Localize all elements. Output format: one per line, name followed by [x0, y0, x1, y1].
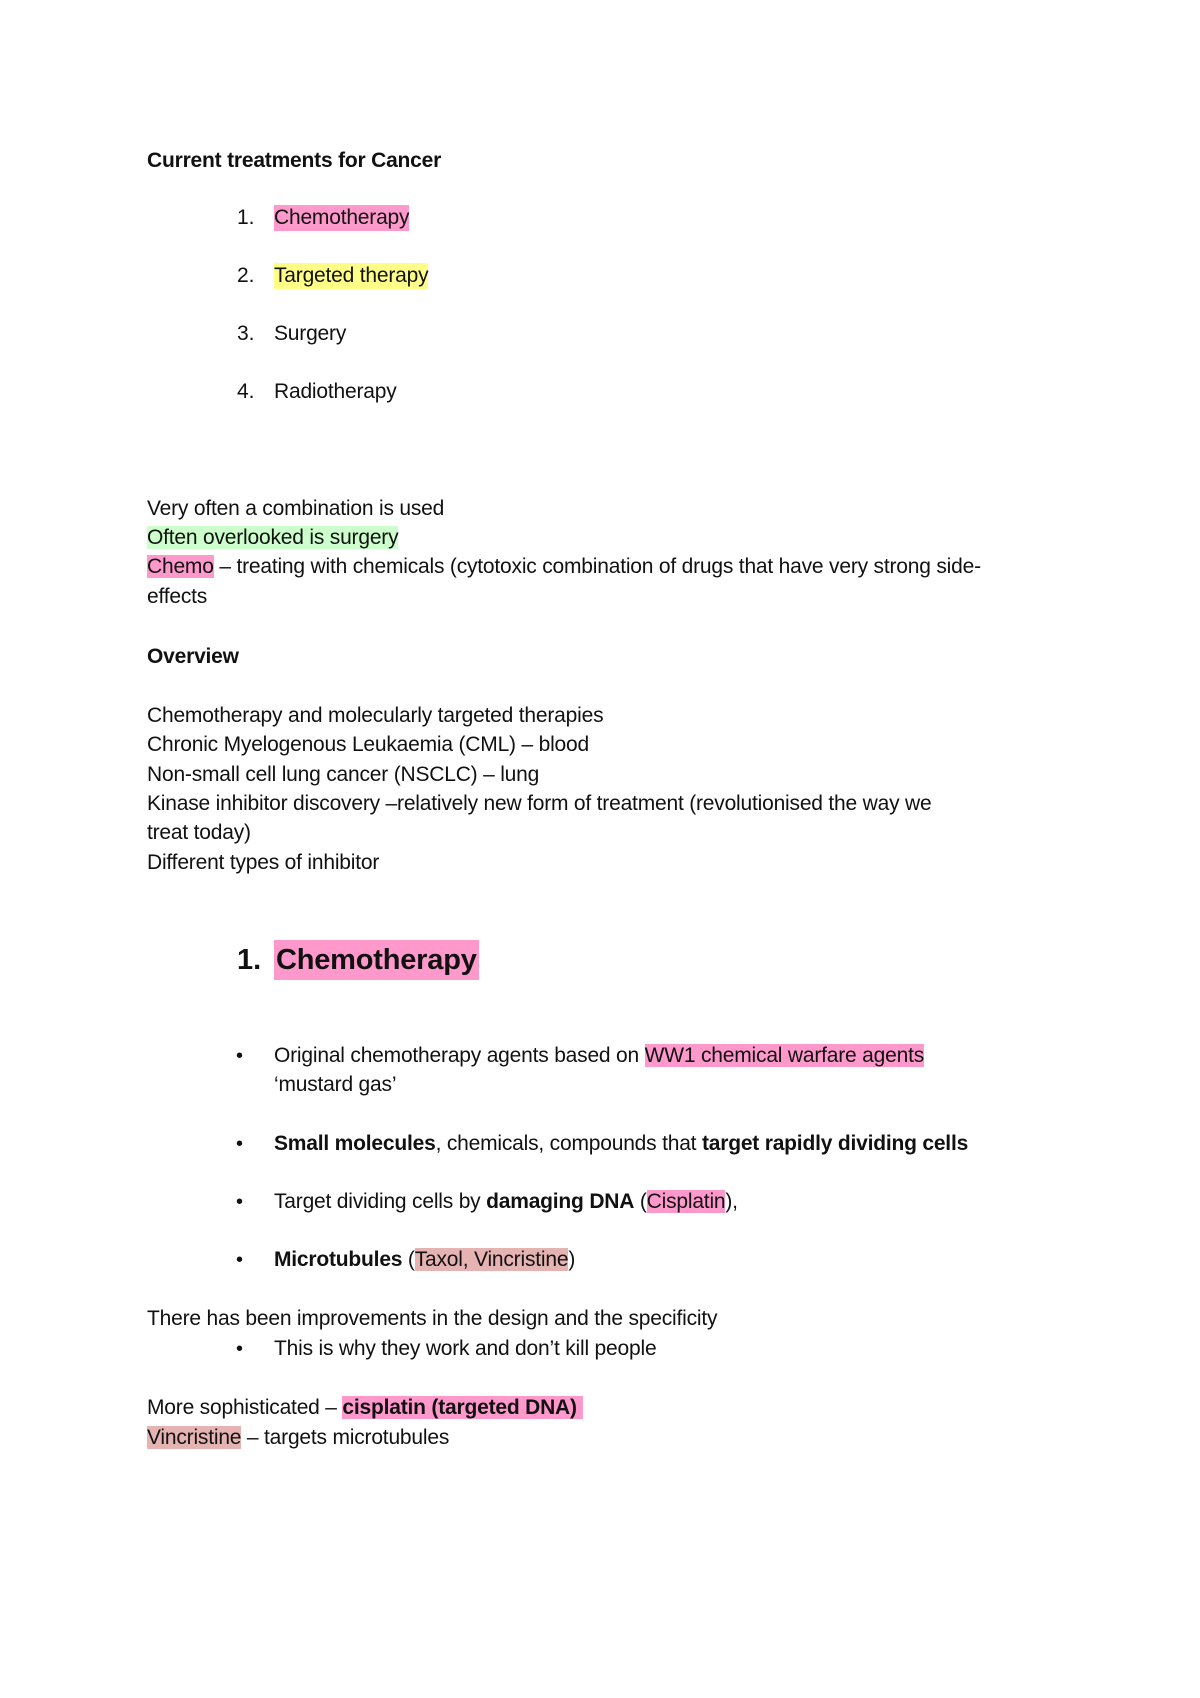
bullet-item-origin [274, 1043, 924, 1069]
chemo-word-highlight: Chemo [147, 555, 214, 578]
bullet-item-small-molecules [274, 1131, 968, 1157]
cisplatin-highlight: Cisplatin [646, 1190, 726, 1213]
bullet-text: , chemicals, compounds that [435, 1132, 702, 1155]
bullet-item-origin-continuation: ‘mustard gas’ [274, 1073, 397, 1096]
sophisticated-line [147, 1395, 583, 1421]
improvements-bullet: This is why they work and don’t kill people [274, 1337, 657, 1360]
bullet-glyph: • [236, 1133, 244, 1155]
overview-line: Chemotherapy and molecularly targeted therapies [147, 704, 604, 727]
taxol-vincristine-highlight: Taxol, Vincristine [414, 1248, 569, 1271]
bullet-glyph: • [236, 1338, 244, 1360]
bold-text: target rapidly dividing cells [701, 1132, 969, 1155]
improvements-line: There has been improvements in the design and the specificity [147, 1307, 718, 1330]
list-number: 4. [237, 380, 255, 403]
cisplatin-dna-highlight: cisplatin (targeted DNA) [342, 1396, 582, 1419]
bullet-glyph: • [236, 1249, 244, 1271]
vincristine-line [147, 1425, 449, 1451]
overview-line: Chronic Myelogenous Leukaemia (CML) – blood [147, 733, 589, 756]
list-item-surgery: Surgery [274, 322, 347, 345]
list-item-radiotherapy: Radiotherapy [274, 380, 397, 403]
overview-line: treat today) [147, 821, 251, 844]
bullet-text: ( [402, 1248, 415, 1271]
overlooked-line [147, 525, 398, 551]
bold-text: Microtubules [274, 1248, 403, 1271]
bullet-glyph: • [236, 1191, 244, 1213]
overview-line: Kinase inhibitor discovery –relatively new form of treatment (revolutionised the way we [147, 792, 932, 815]
combination-line: Very often a combination is used [147, 497, 445, 520]
bullet-text: ) [568, 1248, 576, 1271]
section-heading-chemotherapy: Chemotherapy [274, 940, 479, 980]
list-number: 1. [237, 206, 255, 229]
chemo-definition-continuation: effects [147, 585, 208, 608]
section-number: 1. [237, 944, 262, 976]
list-number: 3. [237, 322, 255, 345]
ww1-highlight: WW1 chemical warfare agents [644, 1044, 925, 1067]
document-title: Current treatments for Cancer [147, 149, 442, 172]
bold-text: Small molecules [274, 1132, 436, 1155]
overview-heading: Overview [147, 645, 239, 668]
sophisticated-text: More sophisticated – [147, 1396, 343, 1419]
bullet-text: Target dividing cells by [274, 1190, 487, 1213]
chemo-definition-line [147, 554, 981, 580]
bullet-item-dna [274, 1189, 738, 1215]
vincristine-highlight: Vincristine [147, 1426, 242, 1449]
overview-line: Non-small cell lung cancer (NSCLC) – lung [147, 763, 540, 786]
bullet-item-microtubules [274, 1247, 575, 1273]
list-number: 2. [237, 264, 255, 287]
overlooked-highlight: Often overlooked is surgery [147, 526, 399, 549]
bullet-text: Original chemotherapy agents based on [274, 1044, 645, 1067]
overview-line: Different types of inhibitor [147, 851, 380, 874]
bullet-text: ( [634, 1190, 647, 1213]
list-item-chemotherapy: Chemotherapy [274, 206, 410, 229]
bold-text: damaging DNA [486, 1190, 635, 1213]
chemo-definition-text: – treating with chemicals (cytotoxic combination of drugs that have very strong side- [213, 555, 981, 578]
list-item-targeted-therapy: Targeted therapy [274, 264, 429, 287]
vincristine-text: – targets microtubules [241, 1426, 450, 1449]
bullet-text: ), [725, 1190, 738, 1213]
bullet-glyph: • [236, 1045, 244, 1067]
